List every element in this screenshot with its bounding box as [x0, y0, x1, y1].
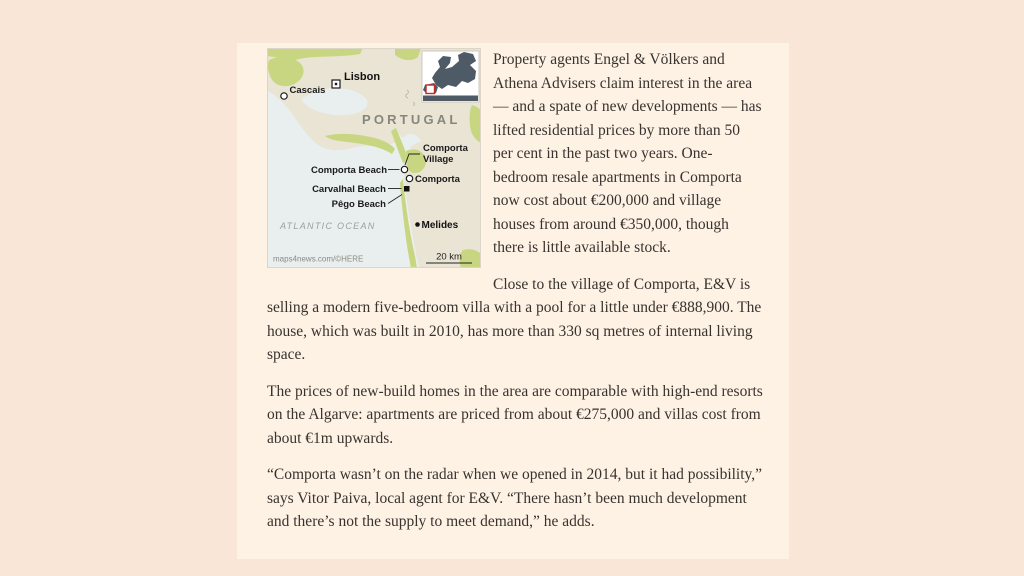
paragraph-prices: Property agents Engel & Völkers and Athena Advisers claim interest in the area — and a spate of new developments — has lifted residential prices by more than 50 per cent in the past two years. One-bedroom resale apartments in Comporta now cost about €200,000 and village houses from around €350,000, though there is little available stock. [493, 51, 762, 256]
comporta-village-label-line1: Comporta [423, 143, 468, 154]
carvalhal-beach-marker [404, 186, 410, 192]
comporta-village-label-line2: Village [423, 154, 454, 165]
lisbon-marker-dot [335, 83, 337, 85]
scale-label: 20 km [436, 251, 462, 263]
europe-inset-map [422, 51, 479, 102]
cascais-marker [281, 93, 287, 99]
paragraph-villa: Close to the village of Comporta, E&V is selling a modern five-bedroom villa with a pool for a little under €888,900. The house, which was built in 2010, has more than 330 sq metres of internal living space. [267, 275, 762, 363]
article-card [237, 43, 789, 559]
comporta-beach-marker [401, 166, 407, 172]
map-attribution: maps4news.com/©HERE [273, 254, 364, 264]
melides-marker [415, 222, 420, 227]
paragraph-quote: “Comporta wasn’t on the radar when we opened in 2014, but it had possibility,” says Vitor Paiva, local agent for E&V. “There hasn’t been much development and there’s not the supply to meet demand,” he adds. [267, 466, 763, 530]
comporta-marker [406, 175, 412, 181]
ocean-label: ATLANTIC OCEAN [280, 221, 376, 231]
cascais-label: Cascais [289, 85, 326, 96]
paragraph-newbuild: The prices of new-build homes in the area are comparable with high-end resorts on the Algarve: apartments are priced from about €275,000 and villas cost from about €1m upwards. [267, 382, 763, 447]
map-canvas [267, 48, 481, 268]
comporta-beach-label: Comporta Beach [310, 165, 387, 176]
melides-label: Melides [421, 220, 459, 231]
comporta-label: Comporta [415, 174, 460, 185]
inset-portugal-marker [426, 85, 435, 94]
country-label: PORTUGAL [362, 112, 461, 127]
article-body [267, 48, 763, 547]
pego-beach-label: Pêgo Beach [331, 199, 386, 210]
lisbon-label: Lisbon [344, 71, 381, 83]
comporta-map [267, 48, 481, 268]
carvalhal-beach-label: Carvalhal Beach [312, 184, 386, 195]
